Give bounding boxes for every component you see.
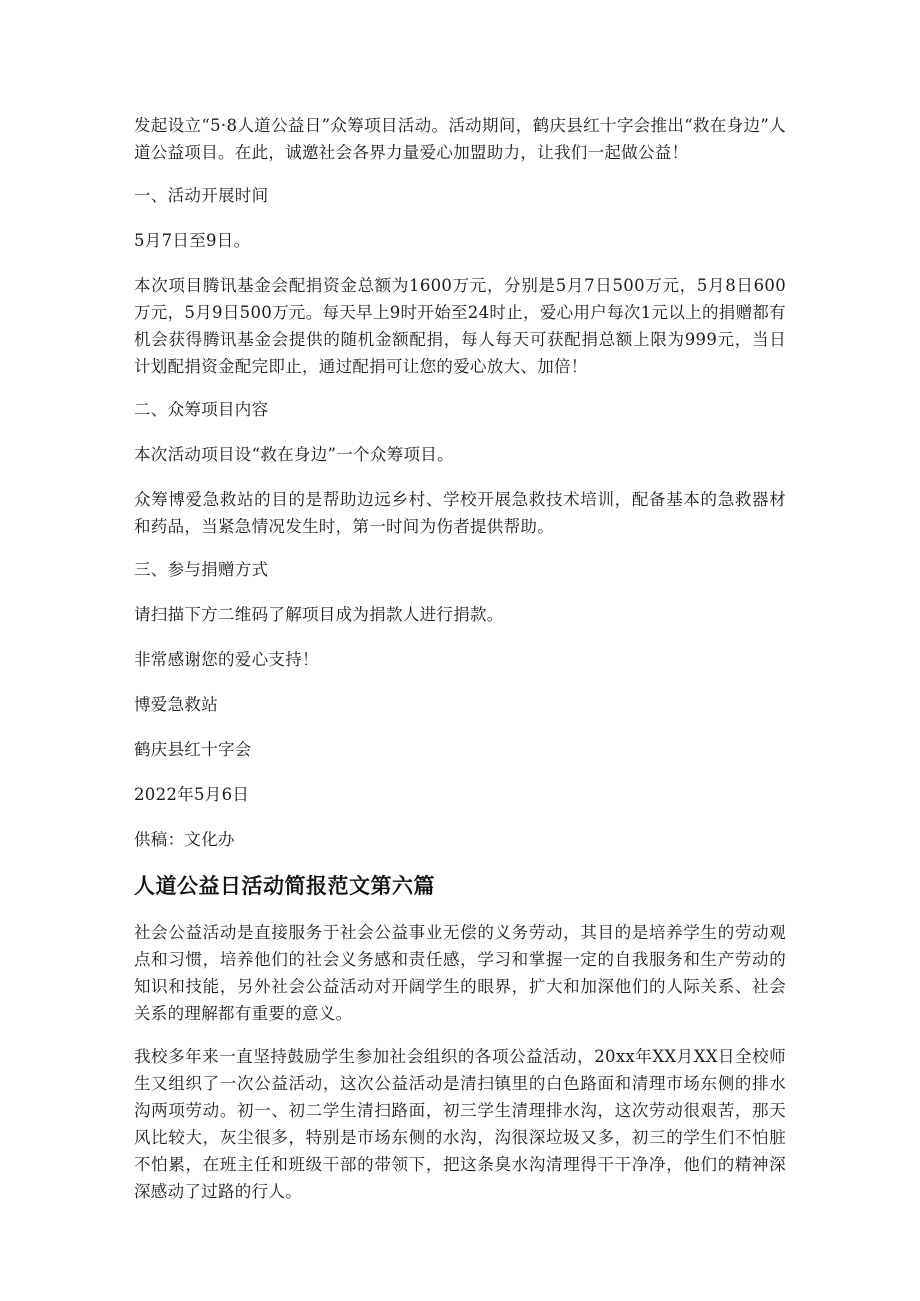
contributor-line: 供稿：文化办 (134, 830, 235, 849)
section-heading-time: 一、活动开展时间 (134, 186, 269, 205)
section-heading-content: 二、众筹项目内容 (134, 400, 269, 419)
intro-paragraph: 发起设立“5·8人道公益日”众筹项目活动。活动期间，鹤庆县红十字会推出“救在身边”人道公益项目。在此，诚邀社会各界力量爱心加盟助力，让我们一起做公益！ (134, 116, 786, 162)
matching-funds-paragraph: 本次项目腾讯基金会配捐资金总额为1600万元，分别是5月7日500万元，5月8日600万元，5月9日500万元。每天早上9时开始至24时止，爱心用户每次1元以上的捐赠都有机会获得腾讯基金会提供的随机金额配捐，每人每天可获配捐总额上限为999元，当日计划配捐资金配完即止，通过配捐可让您的爱心放大、加倍！ (134, 276, 786, 376)
public-welfare-intro-paragraph: 社会公益活动是直接服务于社会公益事业无偿的义务劳动，其目的是培养学生的劳动观点和习惯，培养他们的社会义务感和责任感，学习和掌握一定的自我服务和生产劳动的知识和技能，另外社会公益活动对开阔学生的眼界，扩大和加深他们的人际关系、社会关系的理解都有重要的意义。 (134, 923, 786, 1023)
document-date: 2022年5月6日 (134, 785, 250, 804)
donation-instruction: 请扫描下方二维码了解项目成为捐款人进行捐款。 (134, 605, 504, 624)
signature-red-cross: 鹤庆县红十字会 (134, 740, 252, 759)
section-heading-donation: 三、参与捐赠方式 (134, 560, 269, 579)
project-setup-paragraph: 本次活动项目设“救在身边”一个众筹项目。 (134, 445, 454, 464)
thanks-line: 非常感谢您的爱心支持！ (134, 650, 319, 669)
activity-dates: 5月7日至9日。 (134, 231, 251, 250)
signature-station: 博爱急救站 (134, 695, 218, 714)
project-purpose-paragraph: 众筹博爱急救站的目的是帮助边远乡村、学校开展急救技术培训，配备基本的急救器材和药品，当紧急情况发生时，第一时间为伤者提供帮助。 (134, 490, 786, 536)
document-page (134, 112, 786, 1221)
section-title: 人道公益日活动简报范文第六篇 (134, 874, 435, 898)
school-activity-paragraph: 我校多年来一直坚持鼓励学生参加社会组织的各项公益活动，20xx年XX月XX日全校师生又组织了一次公益活动，这次公益活动是清扫镇里的白色路面和清理市场东侧的排水沟两项劳动。初一、初二学生清扫路面，初三学生清理排水沟，这次劳动很艰苦，那天风比较大，灰尘很多，特别是市场东侧的水沟，沟很深垃圾又多，初三的学生们不怕脏不怕累，在班主任和班级干部的带领下，把这条臭水沟清理得干干净净，他们的精神深深感动了过路的行人。 (134, 1047, 786, 1201)
